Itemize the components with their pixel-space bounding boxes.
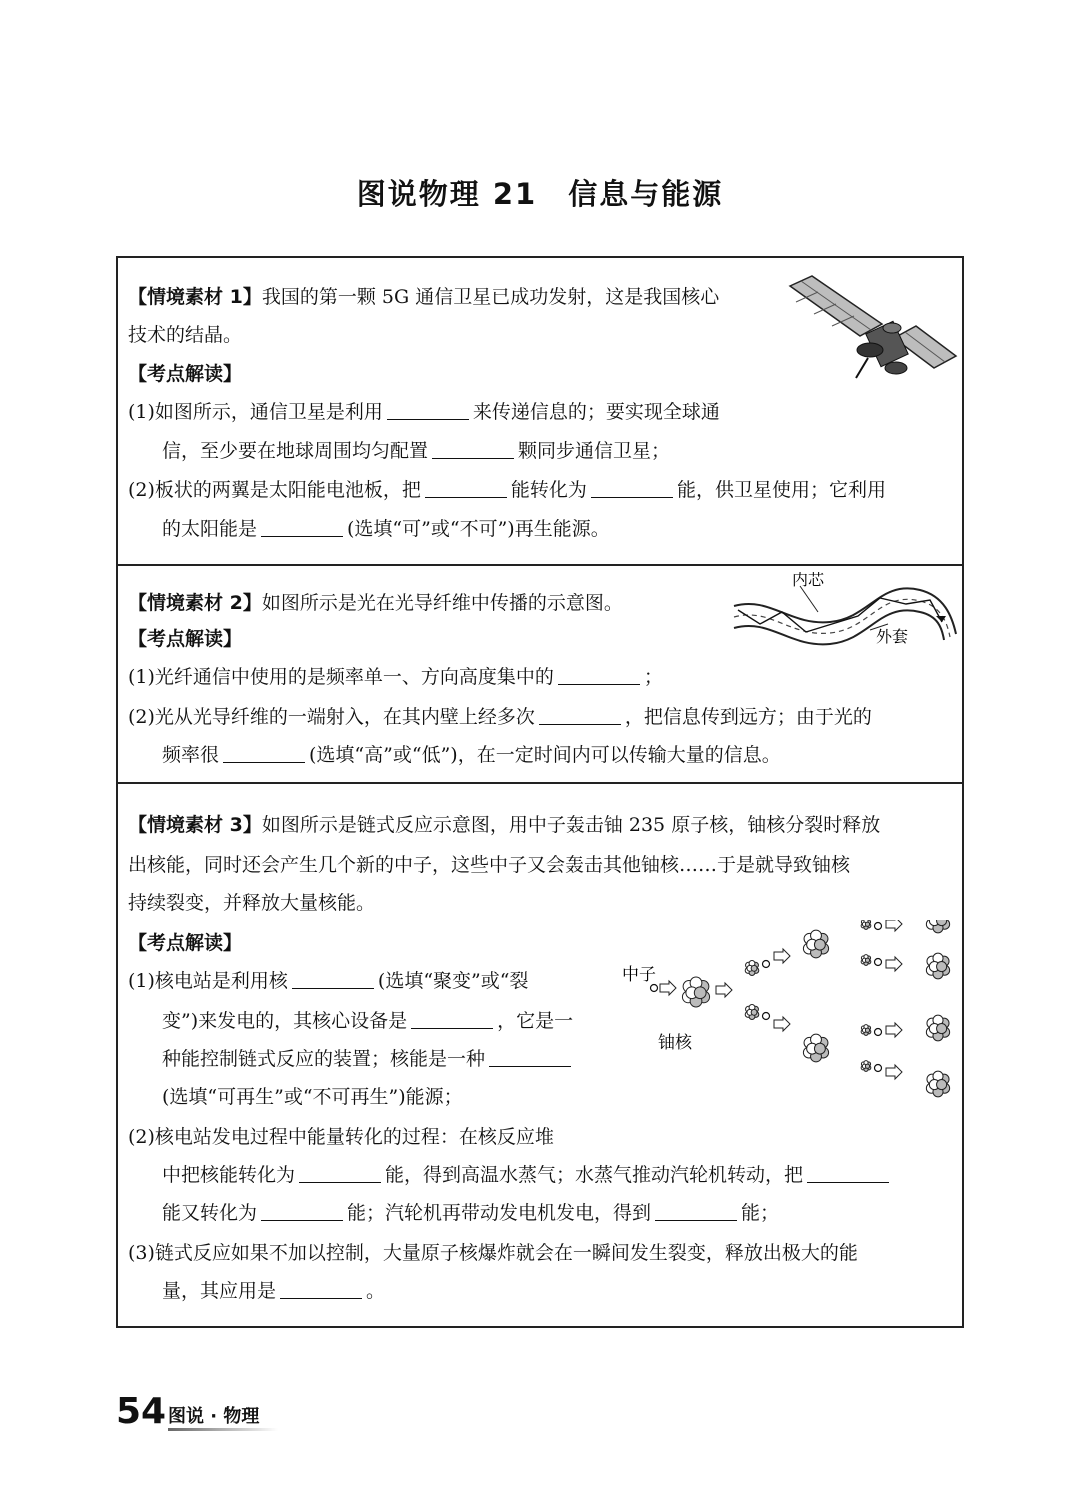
label-cladding: 外套 xyxy=(876,627,909,646)
q-text: 能；汽轮机再带动发电机发电，得到 xyxy=(347,1202,652,1224)
question-line: (2)核电站发电过程中能量转化的过程：在核反应堆 xyxy=(128,1126,554,1148)
q-text: 种能控制链式反应的装置；核能是一种 xyxy=(162,1048,486,1070)
answer-blank[interactable] xyxy=(299,1162,381,1183)
fragment-nucleus xyxy=(861,1061,871,1072)
q-text: 。 xyxy=(366,1280,386,1302)
arrow-icon xyxy=(886,1065,902,1079)
arrow-icon xyxy=(886,920,902,931)
material-3-line-2: 出核能，同时还会产生几个新的中子，这些中子又会轰击其他铀核……于是就导致铀核 xyxy=(128,854,851,876)
q-text: (1)光纤通信中使用的是频率单一、方向高度集中的 xyxy=(128,666,554,688)
answer-blank[interactable] xyxy=(489,1046,571,1067)
material-text: 如图所示是光在光导纤维中传播的示意图。 xyxy=(261,592,623,614)
q-text: (选填“可”或“不可”)再生能源。 xyxy=(347,518,610,540)
q-text: 能转化为 xyxy=(510,479,587,501)
arrow-icon xyxy=(774,949,790,963)
q-text: ，把信息传到远方；由于光的 xyxy=(624,706,872,728)
fragment-nucleus xyxy=(745,1005,759,1020)
neutron-dot xyxy=(651,985,658,992)
q-text: (1)如图所示，通信卫星是利用 xyxy=(128,401,383,423)
uranium-nucleus xyxy=(682,977,709,1007)
uranium-nucleus xyxy=(803,1034,828,1062)
fiber-outer-top xyxy=(734,588,956,634)
question-line xyxy=(128,968,528,994)
question-line: (3)链式反应如果不加以控制，大量原子核爆炸就会在一瞬间发生裂变，释放出极大的能 xyxy=(128,1242,858,1264)
arrow-icon xyxy=(774,1017,790,1031)
arrow-icon xyxy=(716,983,732,997)
q-text: 能又转化为 xyxy=(162,1202,258,1224)
uranium-nucleus xyxy=(926,953,949,979)
question-line xyxy=(162,1200,779,1226)
question-line xyxy=(162,1162,893,1188)
q-text: 频率很 xyxy=(162,744,220,766)
fragment-nucleus xyxy=(861,955,871,966)
answer-blank[interactable] xyxy=(387,399,469,420)
section-1 xyxy=(118,258,962,566)
label-uranium-nucleus: 铀核 xyxy=(658,1033,692,1053)
answer-blank[interactable] xyxy=(432,438,514,459)
neutron-dot xyxy=(763,961,770,968)
question-line xyxy=(162,438,670,464)
neutron-dot xyxy=(763,1013,770,1020)
fiber-core xyxy=(734,599,950,637)
answer-blank[interactable] xyxy=(223,742,305,763)
answer-blank[interactable] xyxy=(655,1200,737,1221)
question-line xyxy=(162,742,781,768)
q-text: (选填“高”或“低”)，在一定时间内可以传输大量的信息。 xyxy=(309,744,781,766)
q-text: 中把核能转化为 xyxy=(162,1164,296,1186)
footer-rule xyxy=(168,1428,278,1431)
section-3 xyxy=(118,784,962,1328)
uranium-nucleus xyxy=(926,1015,949,1041)
material-label: 【情境素材 1】 xyxy=(128,286,262,308)
answer-blank[interactable] xyxy=(411,1008,493,1029)
q-text: 信，至少要在地球周围均匀配置 xyxy=(162,440,429,462)
neutron-dot xyxy=(875,1065,882,1072)
material-1-line-2: 技术的结晶。 xyxy=(128,324,243,346)
neutron-dot xyxy=(875,1029,882,1036)
fiber-outer-bottom xyxy=(734,610,944,644)
label-leader-core xyxy=(800,586,818,612)
q-text: (2)板状的两翼是太阳能电池板，把 xyxy=(128,479,421,501)
answer-blank[interactable] xyxy=(807,1162,889,1183)
question-line xyxy=(162,1046,575,1072)
question-line xyxy=(128,664,663,690)
analysis-label: 【考点解读】 xyxy=(128,628,243,650)
q-text: 能，供卫星使用；它利用 xyxy=(676,479,886,501)
neutron-dot xyxy=(875,923,882,930)
optical-fiber-illustration xyxy=(730,572,960,648)
material-label: 【情境素材 3】 xyxy=(128,814,262,836)
satellite-illustration xyxy=(786,268,958,386)
arrow-icon xyxy=(660,981,676,995)
question-line xyxy=(128,477,886,503)
analysis-label: 【考点解读】 xyxy=(128,363,243,385)
material-text: 我国的第一颗 5G 通信卫星已成功发射，这是我国核心 xyxy=(261,286,720,308)
content-frame xyxy=(116,256,964,1328)
q-text: 来传递信息的；要实现全球通 xyxy=(472,401,720,423)
q-text: 量，其应用是 xyxy=(162,1280,277,1302)
uranium-nucleus xyxy=(926,920,949,933)
question-line xyxy=(162,1008,573,1034)
section-2 xyxy=(118,566,962,784)
q-text: 能； xyxy=(741,1202,780,1224)
question-line xyxy=(162,1278,385,1304)
answer-blank[interactable] xyxy=(280,1278,362,1299)
answer-blank[interactable] xyxy=(425,477,507,498)
footer-label: 图说 · 物理 xyxy=(168,1406,260,1427)
label-neutron: 中子 xyxy=(622,965,656,985)
q-text: 变”)来发电的，其核心设备是 xyxy=(162,1010,408,1032)
fragment-nucleus xyxy=(861,1025,871,1036)
q-text: (2)光从光导纤维的一端射入，在其内壁上经多次 xyxy=(128,706,535,728)
arrow-icon xyxy=(886,1023,902,1037)
fragment-nucleus xyxy=(745,961,759,976)
solar-panel-left xyxy=(790,276,882,336)
answer-blank[interactable] xyxy=(539,704,621,725)
q-text: ，它是一 xyxy=(497,1010,574,1032)
material-3-line-3: 持续裂变，并释放大量核能。 xyxy=(128,892,376,914)
material-text: 如图所示是链式反应示意图，用中子轰击铀 235 原子核，铀核分裂时释放 xyxy=(261,814,881,836)
q-text: (1)核电站是利用核 xyxy=(128,970,288,992)
page-number: 54 xyxy=(116,1391,167,1432)
uranium-nucleus xyxy=(926,1071,949,1097)
q-text: (选填“聚变”或“裂 xyxy=(377,970,529,992)
page-title: 图说物理 21 信息与能源 xyxy=(356,177,724,211)
answer-blank[interactable] xyxy=(591,477,673,498)
question-line xyxy=(162,516,610,542)
analysis-label: 【考点解读】 xyxy=(128,932,243,954)
answer-blank[interactable] xyxy=(261,516,343,537)
q-text: 的太阳能是 xyxy=(162,518,258,540)
q-text: ； xyxy=(643,666,663,688)
answer-blank[interactable] xyxy=(558,664,640,685)
label-core: 内芯 xyxy=(792,572,825,589)
q-text: 能，得到高温水蒸气；水蒸气推动汽轮机转动，把 xyxy=(385,1164,804,1186)
light-path xyxy=(738,598,942,632)
question-line: (选填“可再生”或“不可再生”)能源； xyxy=(162,1086,463,1108)
question-line xyxy=(128,704,872,730)
fragment-nucleus xyxy=(861,920,871,929)
answer-blank[interactable] xyxy=(261,1200,343,1221)
material-3-line-1 xyxy=(128,812,880,838)
material-label: 【情境素材 2】 xyxy=(128,592,262,614)
question-line xyxy=(128,399,720,425)
material-2-line-1 xyxy=(128,590,623,616)
answer-blank[interactable] xyxy=(292,968,374,989)
uranium-nucleus xyxy=(803,930,828,958)
chain-reaction-illustration xyxy=(618,920,962,1120)
q-text: 颗同步通信卫星； xyxy=(518,440,671,462)
material-1-line-1 xyxy=(128,284,719,310)
arrow-icon xyxy=(886,957,902,971)
neutron-dot xyxy=(875,959,882,966)
